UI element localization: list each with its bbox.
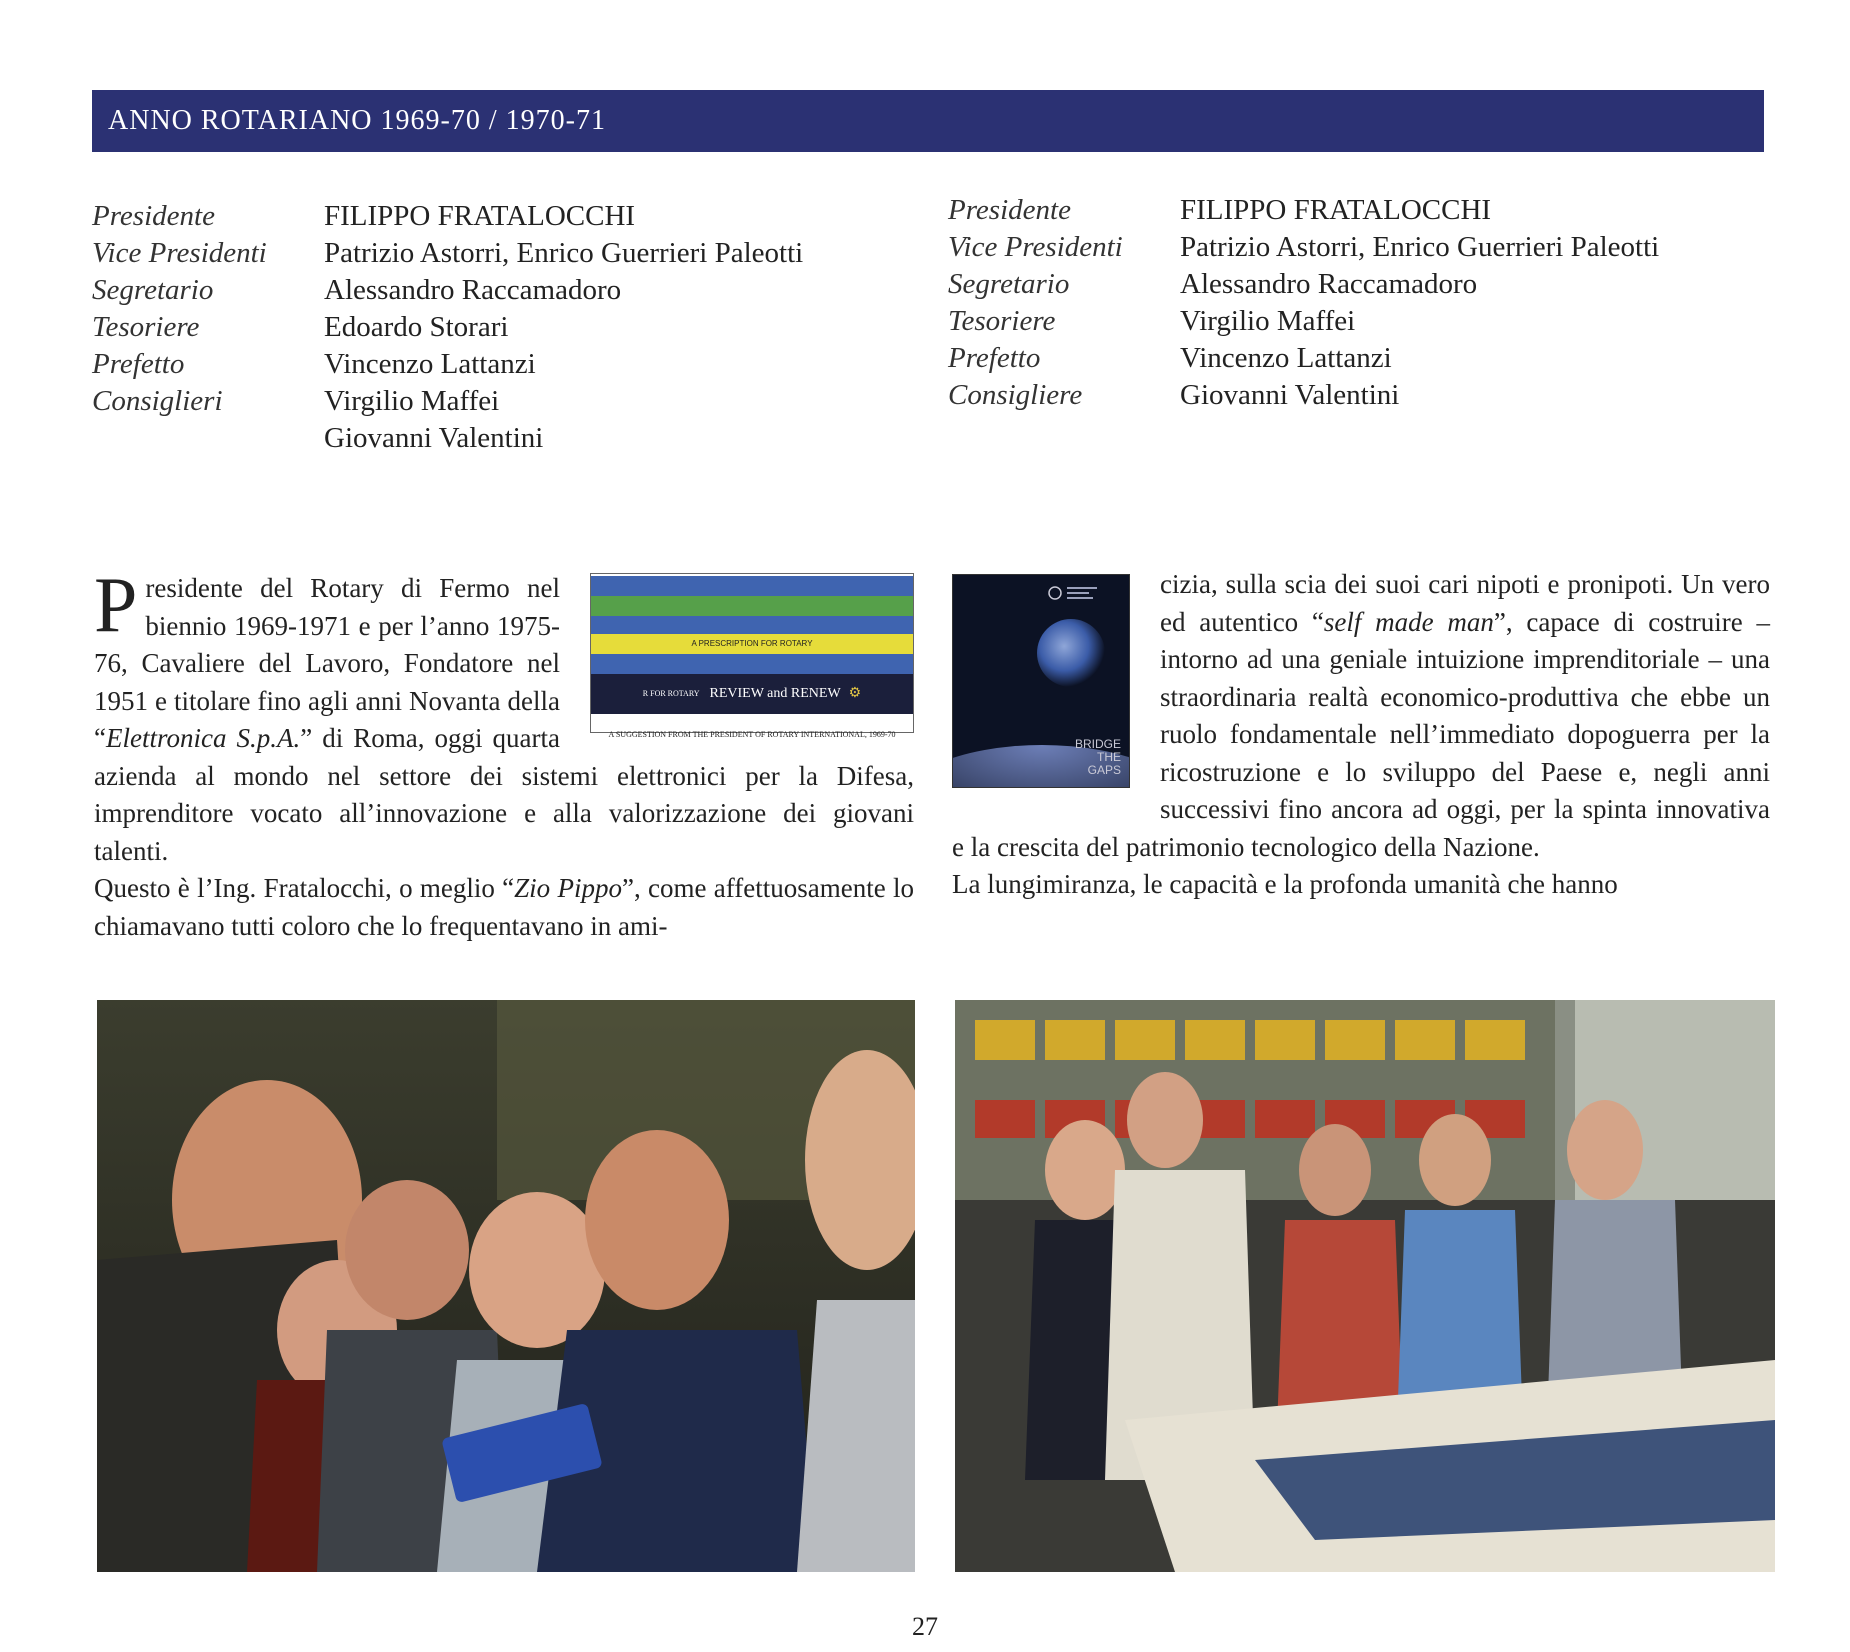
officer-name: Vincenzo Lattanzi <box>324 348 536 380</box>
bridge-the-gaps-cover-image <box>952 574 1130 788</box>
officer-role: Segretario <box>92 274 214 306</box>
officer-name: FILIPPO FRATALOCCHI <box>1180 194 1492 226</box>
officer-name: Giovanni Valentini <box>324 422 544 454</box>
officer-row <box>948 192 1659 229</box>
officer-row <box>948 303 1659 340</box>
paragraph: Questo è l’Ing. Fratalocchi, o meglio “Zio Pippo”, come affettuosamente lo chiamavano tutti coloro che lo frequentavano in ami- <box>94 873 914 941</box>
officer-role: Segretario <box>948 268 1070 300</box>
officer-name: Patrizio Astorri, Enrico Guerrieri Paleotti <box>324 237 804 269</box>
officers-list-1969-70 <box>92 198 803 457</box>
officer-name: FILIPPO FRATALOCCHI <box>324 200 636 232</box>
officer-row <box>92 198 803 235</box>
brochure-title-bar <box>591 674 913 714</box>
officer-name: Alessandro Raccamadoro <box>324 274 622 306</box>
officer-role: Vice Presidenti <box>92 237 267 269</box>
body-text-right-column <box>952 566 1770 904</box>
officer-row <box>948 229 1659 266</box>
officer-name: Virgilio Maffei <box>324 385 500 417</box>
page-number: 27 <box>912 1612 938 1641</box>
officer-role: Tesoriere <box>948 305 1056 337</box>
officer-row <box>92 420 803 457</box>
officer-row <box>92 235 803 272</box>
officer-name: Virgilio Maffei <box>1180 305 1356 337</box>
brochure-band <box>591 654 913 674</box>
officer-row <box>948 340 1659 377</box>
officer-role: Presidente <box>948 194 1071 226</box>
paragraph: Presidente del Rotary di Fermo nel biennio 1969-1971 e per l’anno 1975-76, Cavaliere del Lavoro, Fondatore nel 1951 e titolare fino agli anni Novanta della “Elettronica S.p.A.” di Roma, oggi quarta azienda al mondo nel settore dei sistemi elettronici per la Difesa, imprenditore vocato all’innovazione e alla valorizzazione dei giovani talenti. <box>94 561 914 866</box>
officer-role: Presidente <box>92 200 215 232</box>
photo-group-with-device <box>97 1000 915 1572</box>
rotary-brochure-image <box>590 573 914 739</box>
officer-row <box>92 383 803 420</box>
photo-factory-visit <box>955 1000 1775 1572</box>
officer-name: Vincenzo Lattanzi <box>1180 342 1392 374</box>
brochure-band <box>591 596 913 616</box>
drop-cap: P <box>94 561 138 648</box>
officer-role: Prefetto <box>948 342 1041 374</box>
brochure-prefix: R FOR ROTARY <box>642 689 700 699</box>
paragraph: La lungimiranza, le capacità e la profonda umanità che hanno <box>952 869 1618 899</box>
cover-title: BRIDGE THE GAPS <box>1074 737 1121 777</box>
officer-name: Patrizio Astorri, Enrico Guerrieri Paleotti <box>1180 231 1660 263</box>
officer-name: Alessandro Raccamadoro <box>1180 268 1478 300</box>
paragraph: cizia, sulla scia dei suoi cari nipoti e pronipoti. Un vero ed autentico “self made man”, capace di costruire – intorno ad una geniale intuizione imprenditoriale – una straordinaria realtà economico-produttiva che ebbe un ruolo fondamentale nell’immediato dopoguerra per la ricostruzione e lo sviluppo del Paese e, negli anni successivi fino ancora ad oggi, per la spinta innovativa e la crescita del patrimonio tecnologico della Nazione. <box>952 569 1770 862</box>
officer-role: Tesoriere <box>92 311 200 343</box>
officer-role: Consigliere <box>948 379 1083 411</box>
officer-role: Prefetto <box>92 348 185 380</box>
officer-row <box>948 377 1659 414</box>
brochure-band-highlight: A PRESCRIPTION FOR ROTARY <box>591 634 913 654</box>
event-photo-left <box>97 1000 915 1572</box>
officer-name: Edoardo Storari <box>324 311 509 343</box>
officers-list-1970-71 <box>948 192 1659 414</box>
officer-row <box>92 346 803 383</box>
brochure-footer: A SUGGESTION FROM THE PRESIDENT OF ROTARY INTERNATIONAL, 1969-70 <box>608 730 896 739</box>
brochure-main-label: REVIEW and RENEW <box>709 686 841 702</box>
officer-row <box>948 266 1659 303</box>
officer-role: Vice Presidenti <box>948 231 1123 263</box>
officer-row <box>92 272 803 309</box>
section-title: ANNO ROTARIANO 1969-70 / 1970-71 <box>108 105 606 136</box>
event-photo-right <box>955 1000 1775 1572</box>
officer-name: Giovanni Valentini <box>1180 379 1400 411</box>
body-text-left-column <box>94 561 914 945</box>
brochure-band <box>591 576 913 596</box>
officer-row <box>92 309 803 346</box>
brochure-band <box>591 616 913 636</box>
section-header-banner <box>92 90 1764 152</box>
rotary-wheel-icon: ⚙ <box>848 686 862 702</box>
officer-role: Consiglieri <box>92 385 223 417</box>
